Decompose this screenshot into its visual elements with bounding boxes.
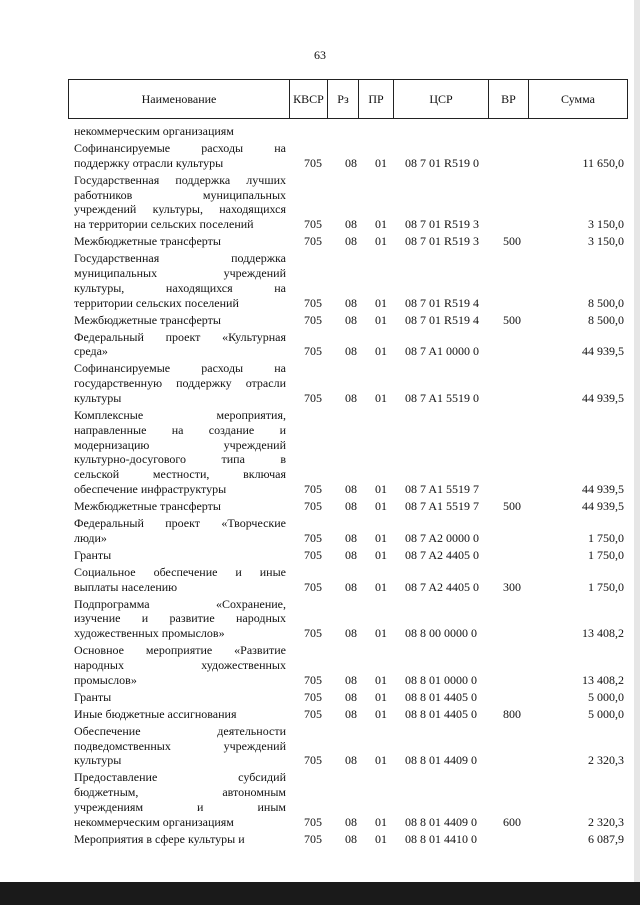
row-csr: 08 8 01 4409 0 bbox=[405, 753, 477, 768]
row-name bbox=[74, 597, 286, 641]
row-name bbox=[74, 330, 286, 360]
row-name-line: художественных промыслов» bbox=[74, 626, 225, 641]
row-rz: 08 bbox=[345, 753, 357, 768]
row-name-line: государственную поддержку отрасли bbox=[74, 376, 286, 391]
row-csr: 08 7 A2 0000 0 bbox=[405, 530, 480, 545]
row-sum: 3 150,0 bbox=[588, 234, 624, 249]
row-csr: 08 8 01 4409 0 bbox=[405, 814, 477, 829]
row-name-line: Софинансируемые расходы на bbox=[74, 141, 286, 155]
row-kvsr: 705 bbox=[304, 706, 322, 721]
row-pr: 01 bbox=[375, 753, 387, 768]
row-name-line: обеспечение инфраструктуры bbox=[74, 481, 227, 496]
row-pr: 01 bbox=[375, 234, 387, 249]
row-name-line: Предоставление субсидий bbox=[74, 770, 286, 785]
row-name-line: люди» bbox=[74, 530, 107, 545]
row-name-line: Обеспечение деятельности bbox=[74, 723, 286, 738]
header-name: Наименование bbox=[69, 80, 290, 118]
row-rz: 08 bbox=[345, 831, 357, 846]
row-name-line: Государственная поддержка bbox=[74, 251, 286, 266]
row-csr: 08 7 A2 4405 0 bbox=[405, 579, 480, 594]
row-name bbox=[74, 499, 286, 514]
row-name-line: Социальное обеспечение и иные bbox=[74, 564, 286, 579]
row-vr: 500 bbox=[503, 312, 521, 327]
row-kvsr: 705 bbox=[304, 814, 322, 829]
row-kvsr: 705 bbox=[304, 672, 322, 687]
page-number: 63 bbox=[314, 48, 326, 62]
row-rz: 08 bbox=[345, 390, 357, 405]
row-name-line: Гранты bbox=[74, 689, 112, 704]
row-kvsr: 705 bbox=[304, 482, 322, 496]
row-csr: 08 7 01 R519 3 bbox=[405, 217, 480, 232]
row-rz: 08 bbox=[345, 312, 357, 327]
row-name bbox=[74, 251, 286, 310]
row-kvsr: 705 bbox=[304, 753, 322, 768]
row-sum: 44 939,5 bbox=[582, 344, 624, 359]
row-name bbox=[74, 173, 286, 232]
row-sum: 11 650,0 bbox=[582, 155, 624, 170]
row-vr: 300 bbox=[503, 579, 521, 594]
header-kvsr: КВСР bbox=[290, 80, 328, 118]
row-name-line: учреждениям и иным bbox=[74, 799, 286, 814]
row-name-line: подведомственных учреждений bbox=[74, 738, 286, 753]
row-kvsr: 705 bbox=[304, 831, 322, 846]
row-sum: 44 939,5 bbox=[582, 482, 624, 496]
row-name-line: Межбюджетные трансферты bbox=[74, 499, 221, 513]
row-rz: 08 bbox=[345, 547, 357, 562]
row-csr: 08 7 A1 5519 7 bbox=[405, 482, 480, 496]
row-pr: 01 bbox=[375, 626, 387, 641]
row-rz: 08 bbox=[345, 344, 357, 359]
row-rz: 08 bbox=[345, 689, 357, 704]
row-rz: 08 bbox=[345, 814, 357, 829]
row-name-line: муниципальных учреждений bbox=[74, 265, 286, 280]
row-csr: 08 7 A2 4405 0 bbox=[405, 547, 480, 562]
row-pr: 01 bbox=[375, 814, 387, 829]
row-name-line: работников муниципальных bbox=[74, 187, 286, 202]
row-name bbox=[74, 516, 286, 546]
row-sum: 1 750,0 bbox=[588, 530, 624, 545]
row-name-line: сельской местности, включая bbox=[74, 467, 286, 482]
row-rz: 08 bbox=[345, 217, 357, 232]
row-name-line: Федеральный проект «Творческие bbox=[74, 516, 286, 530]
row-vr: 500 bbox=[503, 499, 521, 513]
row-kvsr: 705 bbox=[304, 217, 322, 232]
row-csr: 08 7 01 R519 0 bbox=[405, 155, 480, 170]
row-name-line: модернизацию учреждений bbox=[74, 437, 286, 452]
row-pr: 01 bbox=[375, 579, 387, 594]
row-pr: 01 bbox=[375, 831, 387, 846]
row-name-line: учреждений культуры, находящихся bbox=[74, 202, 286, 217]
row-rz: 08 bbox=[345, 530, 357, 545]
row-pr: 01 bbox=[375, 295, 387, 310]
row-name bbox=[74, 565, 286, 595]
row-name-line: промыслов» bbox=[74, 672, 137, 687]
row-name bbox=[74, 141, 286, 171]
row-name bbox=[74, 643, 286, 687]
row-name-line: среда» bbox=[74, 344, 108, 359]
row-name-line: Межбюджетные трансферты bbox=[74, 312, 221, 327]
row-pr: 01 bbox=[375, 217, 387, 232]
row-vr: 500 bbox=[503, 234, 521, 249]
row-csr: 08 8 01 4410 0 bbox=[405, 831, 477, 846]
row-csr: 08 8 01 0000 0 bbox=[405, 672, 477, 687]
row-name-line: Софинансируемые расходы на bbox=[74, 361, 286, 376]
header-pr: ПР bbox=[359, 80, 394, 118]
row-sum: 6 087,9 bbox=[588, 831, 624, 846]
row-name-line: Государственная поддержка лучших bbox=[74, 172, 286, 187]
row-sum: 44 939,5 bbox=[582, 499, 624, 513]
row-sum: 2 320,3 bbox=[588, 814, 624, 829]
row-name-line: Комплексные мероприятия, bbox=[74, 408, 286, 422]
row-name-line: культуры, находящихся на bbox=[74, 280, 286, 295]
row-name bbox=[74, 548, 286, 563]
row-pr: 01 bbox=[375, 312, 387, 327]
header-csr: ЦСР bbox=[394, 80, 489, 118]
row-sum: 8 500,0 bbox=[588, 312, 624, 327]
row-name-line: Гранты bbox=[74, 547, 112, 562]
row-rz: 08 bbox=[345, 482, 357, 496]
row-rz: 08 bbox=[345, 234, 357, 249]
row-csr: 08 7 01 R519 4 bbox=[405, 312, 480, 327]
row-rz: 08 bbox=[345, 155, 357, 170]
row-kvsr: 705 bbox=[304, 626, 322, 641]
row-name bbox=[74, 724, 286, 768]
header-vr: ВР bbox=[489, 80, 529, 118]
row-kvsr: 705 bbox=[304, 344, 322, 359]
row-name bbox=[74, 707, 286, 722]
row-kvsr: 705 bbox=[304, 390, 322, 405]
row-pr: 01 bbox=[375, 530, 387, 545]
row-kvsr: 705 bbox=[304, 295, 322, 310]
row-name bbox=[74, 408, 286, 497]
row-pr: 01 bbox=[375, 706, 387, 721]
header-sum: Сумма bbox=[561, 91, 595, 106]
header-rz: Рз bbox=[328, 80, 359, 118]
row-csr: 08 7 01 R519 4 bbox=[405, 295, 480, 310]
row-csr: 08 8 00 0000 0 bbox=[405, 626, 477, 641]
row-rz: 08 bbox=[345, 672, 357, 687]
row-name-line: на территории сельских поселений bbox=[74, 217, 254, 232]
scan-bottom-border bbox=[0, 882, 640, 905]
row-csr: 08 7 01 R519 3 bbox=[405, 234, 480, 249]
row-sum: 5 000,0 bbox=[588, 689, 624, 704]
row-name-line: Межбюджетные трансферты bbox=[74, 234, 221, 249]
row-kvsr: 705 bbox=[304, 530, 322, 545]
row-name bbox=[74, 770, 286, 829]
row-name-line: культуры bbox=[74, 753, 122, 768]
row-sum: 8 500,0 bbox=[588, 295, 624, 310]
row-pr: 01 bbox=[375, 344, 387, 359]
row-pr: 01 bbox=[375, 155, 387, 170]
row-kvsr: 705 bbox=[304, 689, 322, 704]
row-kvsr: 705 bbox=[304, 499, 322, 513]
row-pr: 01 bbox=[375, 672, 387, 687]
row-pr: 01 bbox=[375, 482, 387, 496]
row-name-line: некоммерческим организациям bbox=[74, 124, 234, 138]
row-name-line: изучение и развитие народных bbox=[74, 611, 286, 626]
row-rz: 08 bbox=[345, 626, 357, 641]
row-name-line: поддержку отрасли культуры bbox=[74, 155, 224, 170]
row-name-line: Основное мероприятие «Развитие bbox=[74, 643, 286, 658]
row-name-line: территории сельских поселений bbox=[74, 295, 239, 310]
row-kvsr: 705 bbox=[304, 579, 322, 594]
row-rz: 08 bbox=[345, 579, 357, 594]
row-csr: 08 7 A1 5519 7 bbox=[405, 499, 480, 513]
row-name bbox=[74, 234, 286, 249]
row-rz: 08 bbox=[345, 295, 357, 310]
row-pr: 01 bbox=[375, 689, 387, 704]
row-kvsr: 705 bbox=[304, 155, 322, 170]
row-name bbox=[74, 690, 286, 705]
row-rz: 08 bbox=[345, 499, 357, 513]
row-pr: 01 bbox=[375, 547, 387, 562]
row-name-line: направленные на создание и bbox=[74, 422, 286, 437]
row-name-line: Иные бюджетные ассигнования bbox=[74, 706, 237, 721]
row-name-line: народных художественных bbox=[74, 657, 286, 672]
row-name-line: культуры bbox=[74, 390, 122, 405]
row-kvsr: 705 bbox=[304, 312, 322, 327]
row-csr: 08 7 A1 5519 0 bbox=[405, 390, 480, 405]
row-name bbox=[74, 832, 286, 847]
row-kvsr: 705 bbox=[304, 547, 322, 562]
row-sum: 13 408,2 bbox=[582, 626, 624, 641]
row-sum: 2 320,3 bbox=[588, 753, 624, 768]
row-name-line: выплаты населению bbox=[74, 579, 178, 594]
row-sum: 5 000,0 bbox=[588, 706, 624, 721]
row-csr: 08 8 01 4405 0 bbox=[405, 689, 477, 704]
row-sum: 44 939,5 bbox=[582, 390, 624, 405]
row-sum: 1 750,0 bbox=[588, 547, 624, 562]
row-rz: 08 bbox=[345, 706, 357, 721]
row-name bbox=[74, 313, 286, 328]
row-csr: 08 8 01 4405 0 bbox=[405, 706, 477, 721]
row-csr: 08 7 A1 0000 0 bbox=[405, 344, 480, 359]
row-sum: 3 150,0 bbox=[588, 217, 624, 232]
row-kvsr: 705 bbox=[304, 234, 322, 249]
row-name-line: Подпрограмма «Сохранение, bbox=[74, 596, 286, 611]
row-name bbox=[74, 361, 286, 405]
row-vr: 600 bbox=[503, 814, 521, 829]
row-sum: 1 750,0 bbox=[588, 579, 624, 594]
row-name-line: Мероприятия в сфере культуры и bbox=[74, 831, 245, 846]
row-sum: 13 408,2 bbox=[582, 672, 624, 687]
row-vr: 800 bbox=[503, 706, 521, 721]
row-name-line: бюджетным, автономным bbox=[74, 785, 286, 800]
row-name-line: Федеральный проект «Культурная bbox=[74, 329, 286, 344]
row-pr: 01 bbox=[375, 390, 387, 405]
row-name-line: культурно-досугового типа в bbox=[74, 452, 286, 467]
row-name bbox=[74, 124, 286, 139]
row-pr: 01 bbox=[375, 499, 387, 513]
row-name-line: некоммерческим организациям bbox=[74, 814, 234, 829]
